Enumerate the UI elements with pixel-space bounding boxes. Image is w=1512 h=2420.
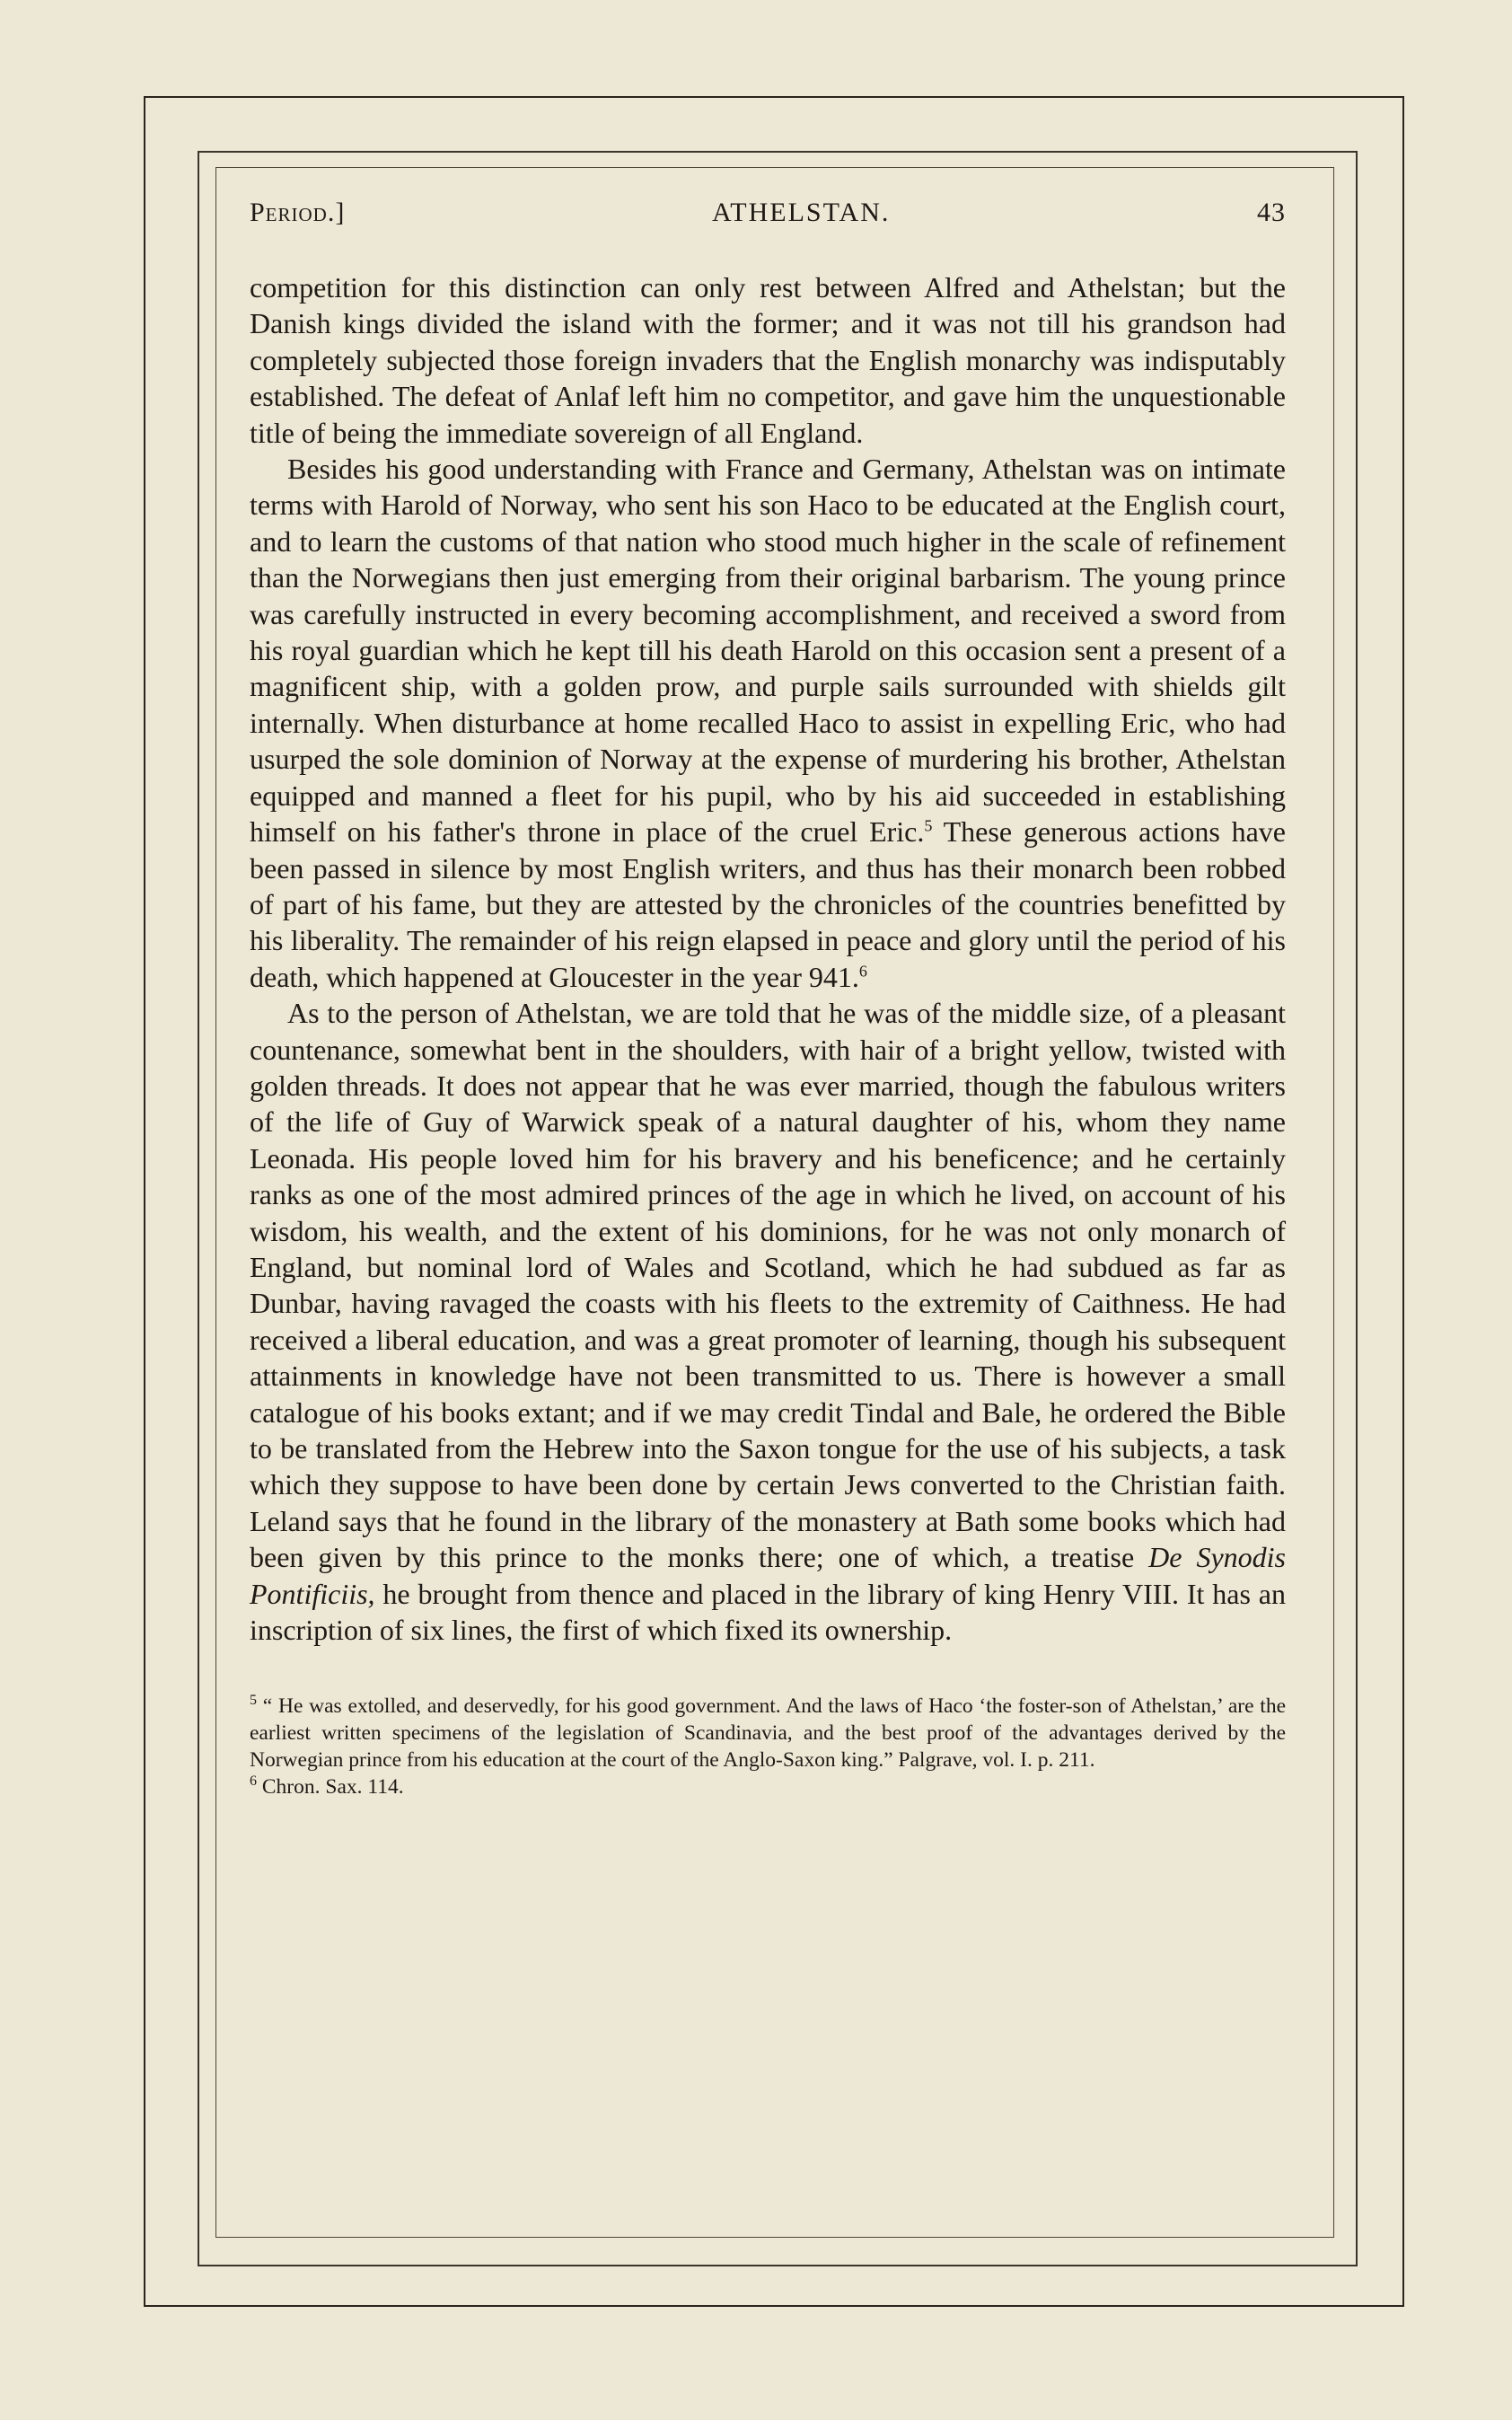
main-text xyxy=(250,269,1286,1648)
paragraph-3-part-b: he brought from thence and placed in the library of king Henry VIII. It has an inscription of six lines, the first of which fixed its ownership. xyxy=(250,1577,1286,1647)
footnote-ref-5: 5 xyxy=(924,816,933,835)
paragraph-2-part-b: These generous actions have been passed in silence by most English writers, and thus has their monarch been robbed of part of his fame, but they are attested by the chronicles of the countries benefitted by his liberality. The remainder of his reign elapsed in peace and glory until the period of his death, which happened at Gloucester in the year 941. xyxy=(250,815,1287,993)
footnote-6-text: Chron. Sax. 114. xyxy=(261,1775,404,1800)
book-page xyxy=(250,198,1286,1800)
page-number: 43 xyxy=(1256,198,1286,227)
section-label: Period.] xyxy=(250,198,346,227)
footnote-5-mark: 5 xyxy=(250,1693,257,1709)
footnote-5 xyxy=(250,1693,1286,1773)
paragraph-3-part-a: As to the person of Athelstan, we are told that he was of the middle size, of a pleasant countenance, somewhat bent in the shoulders, with hair of a bright yellow, twisted with golden threads. It does not appear that he was ever married, though the fabulous writers of the life of Guy of Warwick speak of a natural daughter of his, whom they name Leonada. His people loved him for his bravery and his beneficence; and he certainly ranks as one of the most admired princes of the age in which he lived, on account of his wisdom, his wealth, and the extent of his dominions, for he was not only monarch of England, but nominal lord of Wales and Scotland, which he had subdued as far as Dunbar, having ravaged the coasts with his fleets to the extremity of Caithness. He had received a liberal education, and was a great promoter of learning, though his subsequent attainments in knowledge have not been transmitted to us. There is however a small catalogue of his books extant; and if we may credit Tindal and Bale, he ordered the Bible to be translated from the Hebrew into the Saxon tongue for the use of his subjects, a task which they suppose to have been done by certain Jews converted to the Christian faith. Leland says that he found in the library of the monastery at Bath some books which had been given by this prince to the monks there; one of which, a treatise xyxy=(250,997,1286,1574)
footnote-6-mark: 6 xyxy=(250,1773,257,1790)
paragraph-3 xyxy=(250,995,1286,1648)
paragraph-2-part-a: Besides his good understanding with France and Germany, Athelstan was on intimate terms with Harold of Norway, who sent his son Haco to be educated at the English court, and to learn the customs of that nation who stood much higher in the scale of refinement than the Norwegians then just emerging from their original barbarism. The young prince was carefully instructed in every becoming accomplishment, and received a sword from his royal guardian which he kept till his death Harold on this occasion sent a present of a magnificent ship, with a golden prow, and purple sails surrounded with shields gilt internally. When disturbance at home recalled Haco to assist in expelling Eric, who had usurped the sole dominion of Norway at the expense of murdering his brother, Athelstan equipped and manned a fleet for his pupil, who by his aid succeeded in establishing himself on his father's throne in place of the cruel Eric. xyxy=(250,453,1286,849)
paragraph-1: competition for this distinction can only rest between Alfred and Athelstan; but the Danish kings divided the island with the former; and it was not till his grandson had completely subjected those foreign invaders that the English monarchy was indisputably established. The defeat of Anlaf left him no competitor, and gave him the unquestionable title of being the immediate sovereign of all England. xyxy=(250,271,1286,449)
footnote-ref-6: 6 xyxy=(858,962,867,981)
footnote-6 xyxy=(250,1773,1286,1800)
running-header xyxy=(250,198,1286,248)
treatise-title: De Synodis Pontificiis, xyxy=(250,1541,1287,1610)
paragraph-2 xyxy=(250,451,1286,995)
footnotes xyxy=(250,1693,1286,1800)
footnote-5-text: “ He was extolled, and deservedly, for his good government. And the laws of Haco ‘the foster-son of Athelstan,’ are the earliest written specimens of the legislation of Scandinavia, and the best proof of the advantages derived by the Norwegian prince from his education at the court of the Anglo-Saxon king.” Palgrave, vol. I. p. 211. xyxy=(250,1694,1287,1773)
chapter-title: ATHELSTAN. xyxy=(711,198,891,227)
